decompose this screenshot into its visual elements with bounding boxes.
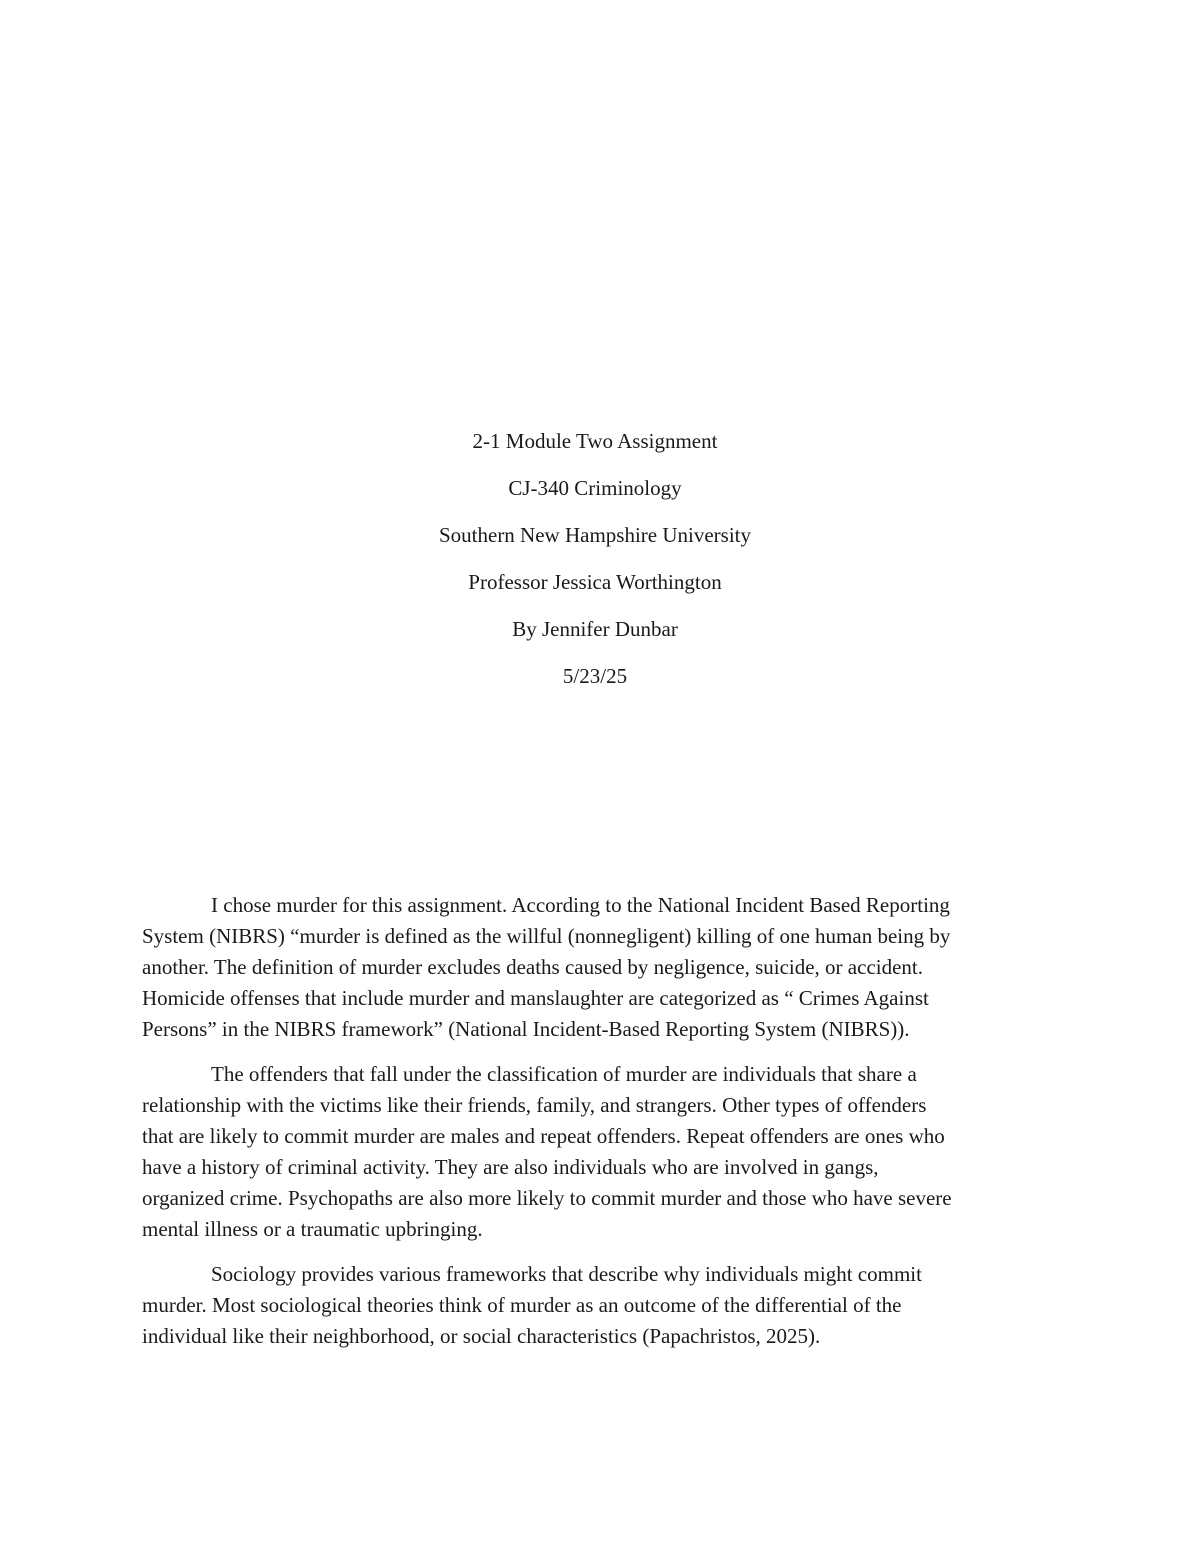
document-body [142, 890, 1062, 1366]
university-name: Southern New Hampshire University [438, 523, 752, 547]
paragraph-line: The offenders that fall under the classification of murder are individuals that share a [211, 1062, 917, 1086]
author-name: By Jennifer Dunbar [512, 617, 678, 641]
paragraph-line: Sociology provides various frameworks that describe why individuals might commit [211, 1262, 922, 1286]
paragraph-offenders [142, 1059, 1062, 1245]
paragraph-definition [142, 890, 1062, 1045]
paragraph-line: Persons” in the NIBRS framework” (National Incident-Based Reporting System (NIBRS)). [142, 1017, 910, 1041]
title-page-block [0, 418, 1190, 700]
paragraph-line: System (NIBRS) “murder is defined as the willful (nonnegligent) killing of one human being by [142, 924, 951, 948]
paragraph-sociology [142, 1259, 1062, 1352]
paragraph-line: I chose murder for this assignment. According to the National Incident Based Reporting [211, 893, 950, 917]
paragraph-line: mental illness or a traumatic upbringing. [142, 1217, 483, 1241]
paragraph-line: murder. Most sociological theories think of murder as an outcome of the differential of the [142, 1293, 902, 1317]
assignment-title: 2-1 Module Two Assignment [472, 429, 718, 453]
paragraph-line: organized crime. Psychopaths are also more likely to commit murder and those who have severe [142, 1186, 952, 1210]
paragraph-line: relationship with the victims like their friends, family, and strangers. Other types of offenders [142, 1093, 927, 1117]
paragraph-line: that are likely to commit murder are males and repeat offenders. Repeat offenders are ones who [142, 1124, 945, 1148]
course-name: CJ-340 Criminology [508, 476, 682, 500]
professor-name: Professor Jessica Worthington [468, 570, 722, 594]
paragraph-line: another. The definition of murder excludes deaths caused by negligence, suicide, or accident. [142, 955, 923, 979]
submission-date: 5/23/25 [562, 664, 628, 688]
paragraph-line: individual like their neighborhood, or social characteristics (Papachristos, 2025). [142, 1324, 821, 1348]
paragraph-line: have a history of criminal activity. They are also individuals who are involved in gangs, [142, 1155, 879, 1179]
paragraph-line: Homicide offenses that include murder and manslaughter are categorized as “ Crimes Against [142, 986, 929, 1010]
